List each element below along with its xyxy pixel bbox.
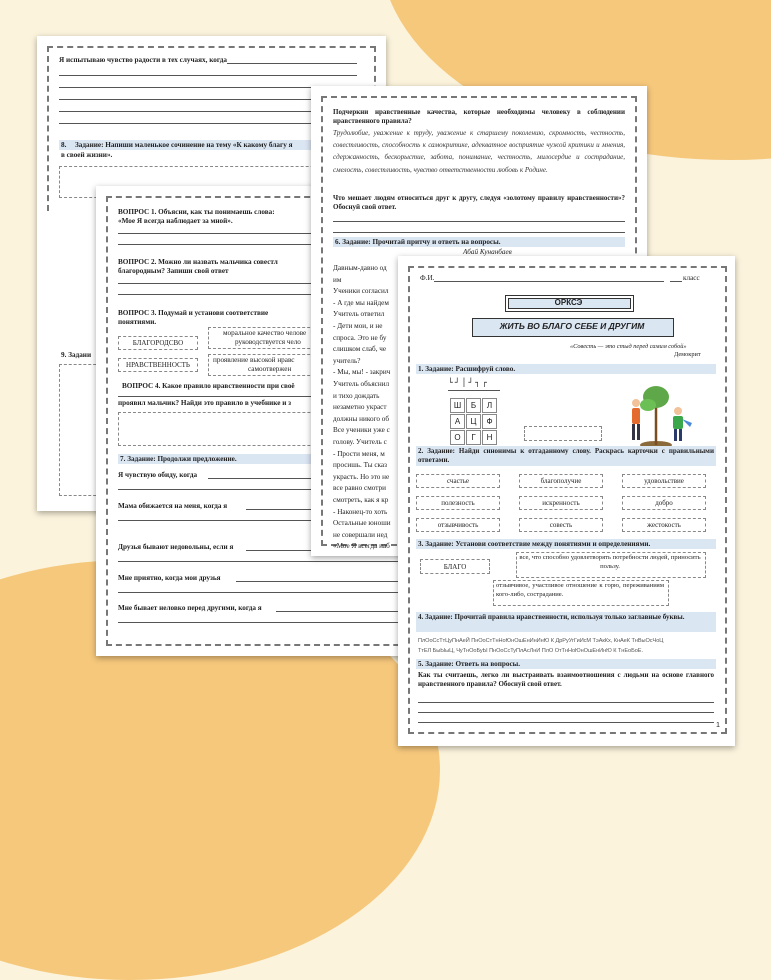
cipher-grid-cell: Ш [450,398,465,413]
definition-2-b: самоотвержен [248,365,292,373]
synonym-card[interactable]: отзывчивость [416,518,500,532]
cipher-grid-cell: Ф [482,414,497,429]
parable-line: не совершали нед [333,530,388,539]
worksheet-title: ЖИТЬ ВО БЛАГО СЕБЕ И ДРУГИМ [499,321,645,331]
task-1-heading: 1. Задание: Расшифруй слово. [418,365,516,373]
concept-card-blago[interactable]: БЛАГО [420,559,490,574]
cipher-grid-cell: О [450,430,465,445]
task-7-heading: 7. Задание: Продолжи предложение. [120,455,237,463]
cipher-rule-line-1: ПлОоСсТтЦуПнАеЙ ПнОоСтТнНоЮнОшЕнИнИнЮ К ДрРуУгГиИсМ ТэАкКх, КнАеК ТнВыОсЧоЦ [418,638,664,644]
sentence-4: Мне приятно, когда мои друзья [118,574,221,582]
question-5: Как ты считаешь, легко ли выстраивать взаимоотношения с людьми на основе главного нравственного правила? Обоснуй свой ответ. [418,671,714,689]
question-3: ВОПРОС 3. Подумай и установи соответствие [118,309,269,317]
underline-qualities-task: Подчеркни нравственные качества, которые необходимы человеку в соблюдении нравственного правила? [333,108,625,126]
task-3-heading: 3. Задание: Установи соответствие между понятиями и определениями. [418,540,651,548]
parable-line: украсть. Но это не [333,472,390,481]
task-4-heading: 4. Задание: Прочитай правила нравственности, используя только заглавные буквы. [418,613,685,621]
synonym-card[interactable]: совесть [519,518,603,532]
concept-card-nobility[interactable]: БЛАГОРОДСВО [118,336,198,350]
children-planting-tree-illustration [620,373,700,453]
parable-line: должны никого об [333,414,390,423]
qualities-list: Трудолюбие, уважение к труду, уважение к старшему поколению, скромность, честность, совестливость, способность к самокритике, адекватное восприятие чужой критики и мнения, сдержанность, бескорыстие, забота, понимание, честность, милосердие и сострадание, смелость, совестливость, чувство ответственности любовь к Родине. [333,129,625,174]
parable-line: Учитель ответил [333,310,385,319]
parable-line: просишь. Ты сказ [333,461,387,470]
parable-line: - Наконец-то хоть [333,507,388,516]
cipher-grid-cell: Б [466,398,481,413]
cipher-grid-cell: Г [466,430,481,445]
cipher-grid-cell: Л [482,398,497,413]
decoded-word-box[interactable] [524,426,602,441]
task-6-heading: 6. Задание: Прочитай притчу и ответь на вопросы. [335,238,501,246]
sentence-2: Мама обижается на меня, когда я [118,502,228,510]
subject-title: ОРКСЭ [554,298,583,307]
parable-line: учитель? [333,356,361,365]
question-2: ВОПРОС 2. Можно ли назвать мальчика совестл [118,258,278,266]
parable-line: - А где мы найдем [333,298,389,307]
synonym-card[interactable]: удовольствие [622,474,706,488]
parable-line: Остальные юноши [333,519,391,528]
parable-line: - Мы, мы! - закрич [333,368,391,377]
cipher-grid-cell: Ц [466,414,481,429]
synonym-card[interactable]: жестокость [622,518,706,532]
question-1: ВОПРОС 1. Объясни, как ты понимаешь слова: [118,208,275,216]
parable-line: смотреть, как я кр [333,496,389,504]
parable-line: Ученики согласил [333,287,389,296]
class-field[interactable] [670,281,682,282]
parable-line: спроса. Это не бу [333,333,387,342]
parable-author: Абай Кунанбаев [463,248,512,256]
cipher-rule-line-2: ТтЕЛ БыЫыЦ, ЧуТнОоБуЫ ПнОоСсТуПлАсЛнИ ПлО ОтТнНоЮнОшЕнИнЮ К ТнЕоБоЕ. [418,648,643,654]
synonym-card[interactable]: счастье [416,474,500,488]
synonym-card[interactable]: добро [622,496,706,510]
definition-1-b: руководствуется чело [235,338,301,346]
question-1-quote: «Мое Я всегда наблюдает за мной». [118,217,233,225]
parable-line: - Дети мои, и не [333,322,383,330]
cipher-grid [450,398,498,445]
definition-blago: все, что способно удовлетворять потребности людей, приносить пользу. [519,554,701,570]
cipher-grid-cell: Н [482,430,497,445]
synonym-card[interactable]: искренность [519,496,603,510]
cipher-key-glyphs: └┘│┘┐┌ [448,378,489,387]
joy-prompt: Я испытываю чувство радости в тех случаях, когда [59,56,227,64]
name-field[interactable] [434,281,664,282]
parable-line: им [333,275,342,284]
synonym-card[interactable]: благополучие [519,474,603,488]
question-3-b: понятиями. [118,318,157,326]
parable-line: голову. Учитель с [333,438,387,446]
parable-line: слишком слаб, че [333,345,387,354]
task-8-text-2: в своей жизни». [61,151,113,159]
synonym-card[interactable]: полезность [416,496,500,510]
task-5-heading: 5. Задание: Ответь на вопросы. [418,660,521,668]
parable-line: и тихо дождать [333,391,380,400]
question-4-b: проявил мальчик? Найди это правило в учебнике и з [118,399,292,407]
parable-line: Все ученики уже с [333,426,390,435]
parable-line: - Прости меня, м [333,449,385,458]
question-2-b: благородным? Запиши свой ответ [118,267,229,275]
epigraph-quote: «Совесть — это стыд перед самим собой» [570,343,687,350]
parable-line: все равно смотри [333,484,386,493]
parable-line: «Мое Я всегда наб [333,542,390,551]
name-label: Ф.И. [420,274,435,282]
parable-line: Давным-давно од [333,264,387,272]
parable-line: незаметно украст [333,403,387,412]
sentence-5: Мне бывает неловко перед другими, когда я [118,604,262,612]
parable-line: Учитель объяснил [333,380,390,388]
sentence-1: Я чувствую обиду, когда [118,471,198,479]
worksheet-page-4 [398,256,735,746]
epigraph-author: Демокрит [674,351,701,358]
question-4: ВОПРОС 4. Какое правило нравственности при своё [122,382,295,390]
golden-rule-question: Что мешает людям относиться друг к другу, следуя «золотому правилу нравственности»? Обоснуй свой ответ. [333,194,625,212]
page-number: 1 [716,720,720,729]
sentence-3: Друзья бывают недовольны, если я [118,543,234,551]
task-9-heading: 9. Задани [61,351,92,359]
definition-compassion: отзывчивое, участливое отношение к горю, переживаниям кого-либо, сострадание. [496,582,664,598]
class-label: класс [683,274,700,282]
task-8-heading: 8. [61,141,67,149]
concept-card-morality[interactable]: НРАВСТВЕННОСТЬ [118,358,198,372]
cipher-grid-cell: А [450,414,465,429]
task-2-heading: 2. Задание: Найди синонимы к отгаданному слову. Раскрась карточки с правильными ответами. [418,447,714,465]
definition-2: проявление высокой нравс [213,356,295,364]
task-9-box[interactable] [59,364,101,496]
definition-1: моральное качество челове [223,329,307,337]
task-8-text: Задание: Напиши маленькое сочинение на тему «К какому благу я [75,141,293,149]
